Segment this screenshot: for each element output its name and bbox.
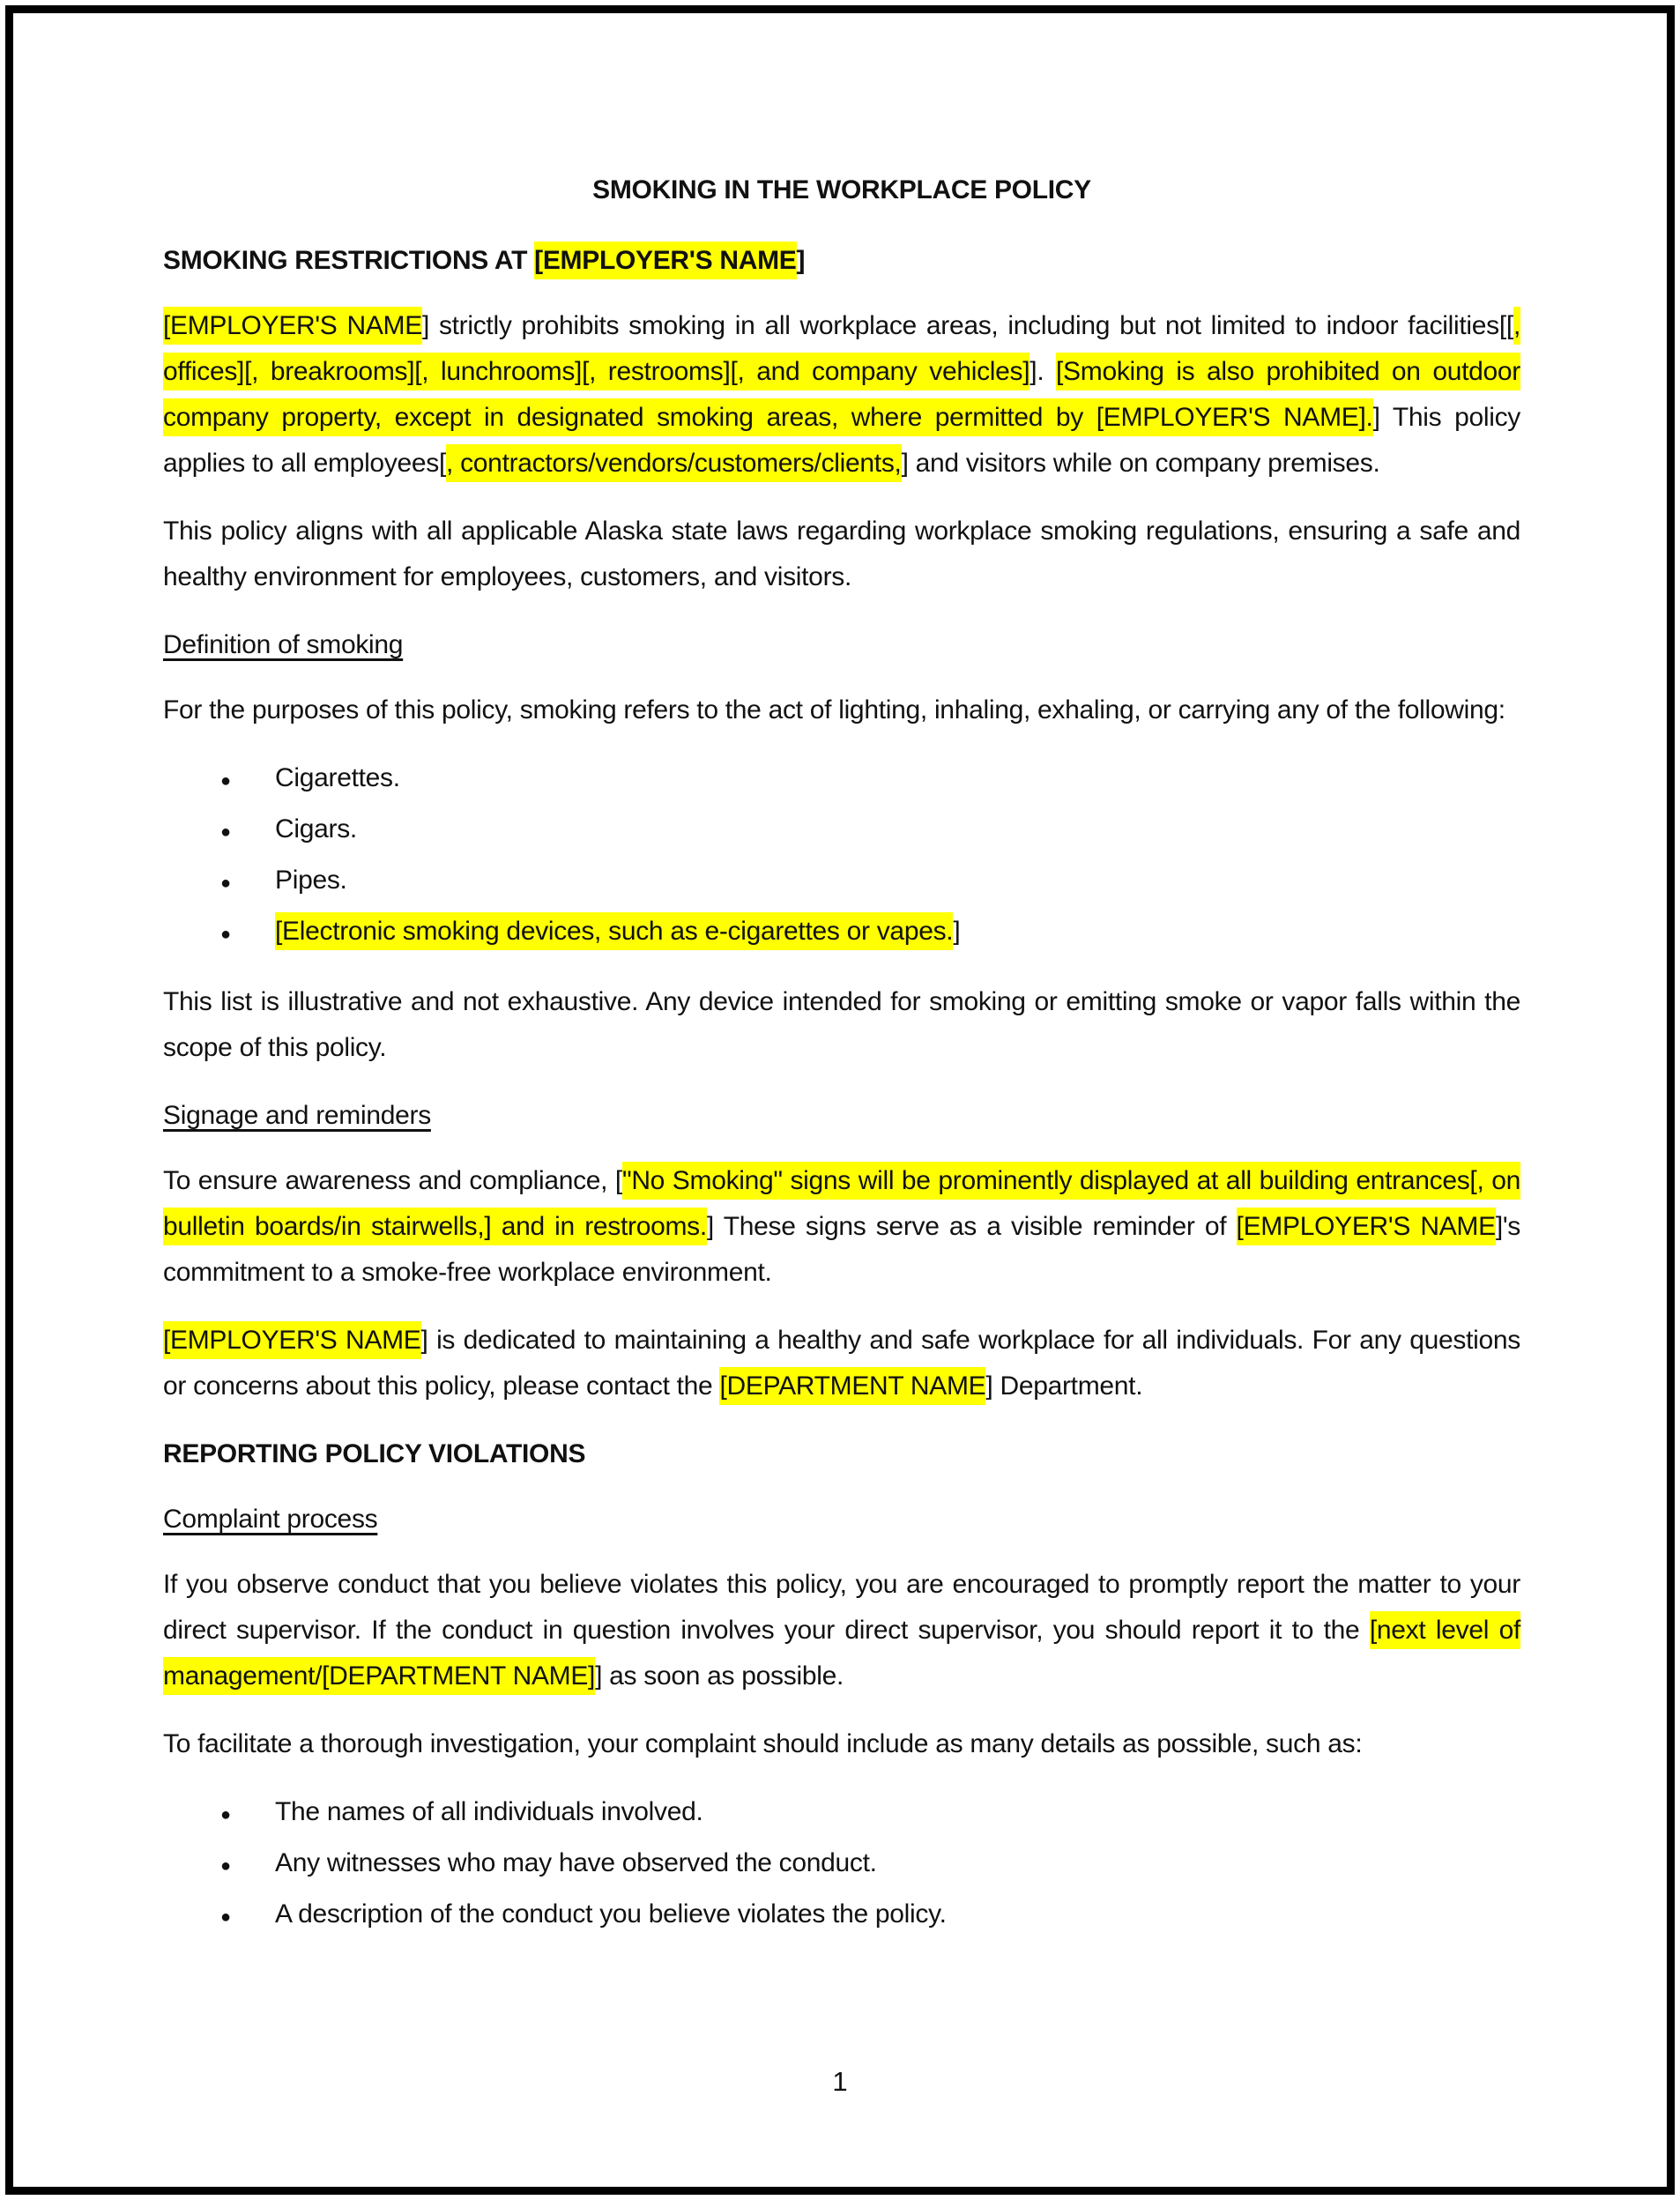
highlighted-placeholder: [DEPARTMENT NAME [719, 1367, 985, 1405]
bullet-icon: ● [220, 1856, 231, 1876]
text-run: The names of all individuals involved. [275, 1797, 703, 1826]
bullet-list [163, 1789, 1520, 1940]
list-item-text [275, 806, 1520, 852]
text-run: For the purposes of this policy, smoking refers to the act of lighting, inhaling, exhaling, or carrying any of the following: [163, 695, 1505, 725]
list-item-text [275, 1840, 1520, 1886]
text-run: Complaint process [163, 1505, 378, 1534]
text-run: If you observe conduct that you believe violates this policy, you are encouraged to promptly report the matter to your direct supervisor. If the conduct in question involves your direct supervisor, you should report it to the [163, 1570, 1520, 1645]
highlighted-placeholder: [Electronic smoking devices, such as e-cigarettes or vapes. [275, 912, 953, 950]
paragraph [163, 979, 1520, 1071]
text-run: ] Department. [985, 1371, 1143, 1401]
paragraph [163, 1562, 1520, 1699]
list-item-text [275, 909, 1520, 955]
highlighted-placeholder: [EMPLOYER'S NAME [534, 242, 796, 279]
paragraph [163, 303, 1520, 487]
bullet-icon: ● [220, 822, 231, 842]
paragraph [163, 1158, 1520, 1296]
highlighted-placeholder: [Smoking is also prohibited on outdoor company property, except in designated smoking areas, where permitted by [EMPLOYER'S NAME]. [163, 353, 1520, 436]
paragraph [163, 1318, 1520, 1409]
text-run: This policy aligns with all applicable Alaska state laws regarding workplace smoking regulations, ensuring a safe and healthy environment for employees, customers, and visitors. [163, 517, 1520, 591]
list-item-text [275, 858, 1520, 903]
section-heading [163, 1431, 1520, 1477]
text-run: REPORTING POLICY VIOLATIONS [163, 1439, 586, 1468]
subsection-heading [163, 1497, 1520, 1542]
section-heading [163, 238, 1520, 284]
highlighted-placeholder: [EMPLOYER'S NAME [163, 307, 422, 345]
bullet-icon: ● [220, 1805, 231, 1825]
highlighted-placeholder: [next level of management/[DEPARTMENT NAME] [163, 1611, 1520, 1695]
text-run: ] These signs serve as a visible reminder of [706, 1212, 1237, 1241]
text-run: ] and visitors while on company premises. [901, 449, 1380, 478]
text-run: ] This policy applies to all employees[ [163, 403, 1520, 478]
text-run: ] [796, 246, 806, 275]
subsection-heading [163, 622, 1520, 668]
highlighted-placeholder: [EMPLOYER'S NAME [1237, 1208, 1496, 1245]
list-item [163, 1789, 1520, 1838]
bullet-list [163, 755, 1520, 957]
list-item [163, 1892, 1520, 1940]
list-item [163, 1840, 1520, 1889]
list-item [163, 909, 1520, 957]
text-run: ] [953, 917, 961, 946]
bullet-icon: ● [220, 1907, 231, 1927]
bullet-icon: ● [220, 771, 231, 791]
text-run: Definition of smoking [163, 630, 404, 659]
paragraph [163, 1721, 1520, 1767]
text-run: ]. [1030, 357, 1057, 386]
text-run: ] strictly prohibits smoking in all workplace areas, including but not limited to indoor facilities[[ [421, 311, 1513, 340]
text-run: Pipes. [275, 866, 347, 895]
text-run: ] is dedicated to maintaining a healthy and safe workplace for all individuals. For any questions or concerns about this policy, please contact the [163, 1326, 1520, 1401]
highlighted-placeholder: "No Smoking" signs will be prominently displayed at all building entrances[, on bulletin boards/in stairwells,] and in restrooms. [163, 1162, 1520, 1245]
list-item-text [275, 1789, 1520, 1835]
highlighted-placeholder: , contractors/vendors/customers/clients, [446, 444, 902, 482]
paragraph [163, 688, 1520, 733]
text-run: To facilitate a thorough investigation, your complaint should include as many details as possible, such as: [163, 1729, 1363, 1758]
paragraph [163, 509, 1520, 600]
text-run: To ensure awareness and compliance, [ [163, 1166, 622, 1195]
text-run: ]'s commitment to a smoke-free workplace environment. [163, 1212, 1520, 1287]
page-number: 1 [832, 2066, 848, 2097]
list-item [163, 858, 1520, 906]
text-run: A description of the conduct you believe violates the policy. [275, 1899, 947, 1929]
document-title [163, 167, 1520, 213]
text-run: Cigars. [275, 814, 357, 844]
document-body [163, 167, 1520, 1962]
text-run: SMOKING IN THE WORKPLACE POLICY [592, 175, 1091, 204]
text-run: Signage and reminders [163, 1101, 431, 1130]
text-run: ] as soon as possible. [595, 1661, 844, 1691]
list-item [163, 806, 1520, 855]
highlighted-placeholder: [EMPLOYER'S NAME [163, 1321, 421, 1359]
highlighted-placeholder: , offices][, breakrooms][, lunchrooms][, restrooms][, and company vehicles] [163, 307, 1520, 390]
list-item-text [275, 755, 1520, 801]
subsection-heading [163, 1093, 1520, 1139]
text-run: This list is illustrative and not exhaustive. Any device intended for smoking or emitting smoke or vapor falls within the scope of this policy. [163, 987, 1520, 1062]
text-run: SMOKING RESTRICTIONS AT [163, 246, 535, 275]
text-run: Any witnesses who may have observed the conduct. [275, 1848, 877, 1877]
list-item [163, 755, 1520, 804]
text-run: Cigarettes. [275, 763, 400, 792]
bullet-icon: ● [220, 873, 231, 893]
list-item-text [275, 1892, 1520, 1937]
bullet-icon: ● [220, 925, 231, 944]
